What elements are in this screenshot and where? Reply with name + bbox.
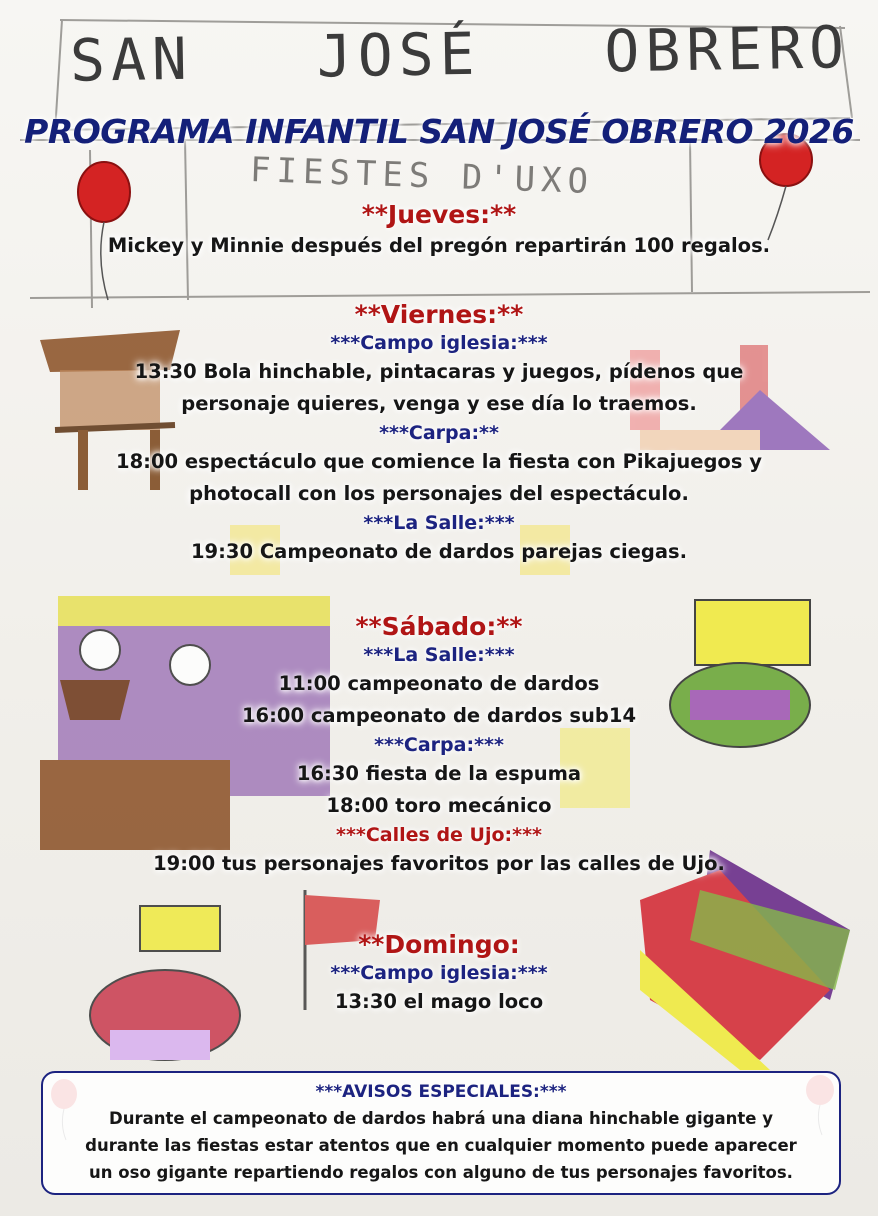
event-line: 16:00 campeonato de dardos sub14 — [241, 704, 637, 727]
avisos-line: durante las fiestas estar atentos que en cualquier momento puede aparecer — [85, 1136, 797, 1155]
day-heading: **Domingo: — [358, 930, 520, 959]
event-line: 13:30 Bola hinchable, pintacaras y juegos, pídenos que — [134, 360, 744, 383]
section-sabado — [0, 612, 878, 880]
place-heading: ***Campo iglesia:*** — [330, 332, 548, 354]
place-heading — [0, 822, 878, 848]
event-line: Mickey y Minnie después del pregón repartirán 100 regalos. — [107, 234, 771, 257]
place-heading: ***La Salle:*** — [363, 644, 515, 666]
avisos-line: Durante el campeonato de dardos habrá una diana hinchable gigante y — [109, 1109, 773, 1128]
hand-title-word: SAN — [69, 24, 194, 95]
event-line: 18:00 toro mecánico — [326, 794, 552, 817]
place-heading: ***Carpa:*** — [374, 734, 504, 756]
event-line: 18:00 espectáculo que comience la fiesta con Pikajuegos y — [116, 450, 762, 473]
section-viernes — [0, 300, 878, 568]
avisos-especiales-box — [41, 1071, 841, 1195]
event-line: 16:30 fiesta de la espuma — [296, 762, 582, 785]
avisos-line: un oso gigante repartiendo regalos con alguno de tus personajes favoritos. — [89, 1163, 793, 1182]
place-heading-text: ***Calles de Ujo:*** — [336, 824, 542, 846]
place-heading: ***Carpa:** — [379, 422, 499, 444]
day-heading: **Jueves:** — [361, 200, 517, 229]
event-line: personaje quieres, venga y ese día lo traemos. — [181, 392, 697, 415]
avisos-heading: ***AVISOS ESPECIALES:*** — [315, 1082, 567, 1102]
event-line: 11:00 campeonato de dardos — [278, 672, 600, 695]
day-heading: **Sábado:** — [355, 612, 523, 641]
place-heading: ***La Salle:*** — [363, 512, 515, 534]
section-domingo — [0, 930, 878, 1018]
event-line: 19:30 Campeonato de dardos parejas ciegas. — [190, 540, 688, 563]
hand-drawn-title — [69, 13, 850, 95]
place-heading: ***Campo iglesia:*** — [330, 962, 548, 984]
event-line: 19:00 tus personajes favoritos por las calles de Ujo. — [153, 852, 725, 875]
section-jueves — [0, 200, 878, 262]
hand-drawn-subtitle: FIESTES D'UXO — [249, 150, 595, 202]
day-heading: **Viernes:** — [354, 300, 524, 329]
program-title: PROGRAMA INFANTIL SAN JOSÉ OBRERO 2026 — [24, 112, 854, 151]
hand-title-word: JOSÉ — [316, 19, 482, 91]
event-line: 13:30 el mago loco — [334, 990, 544, 1013]
event-line: photocall con los personajes del espectáculo. — [189, 482, 689, 505]
hand-title-word: OBRERO — [603, 13, 851, 86]
